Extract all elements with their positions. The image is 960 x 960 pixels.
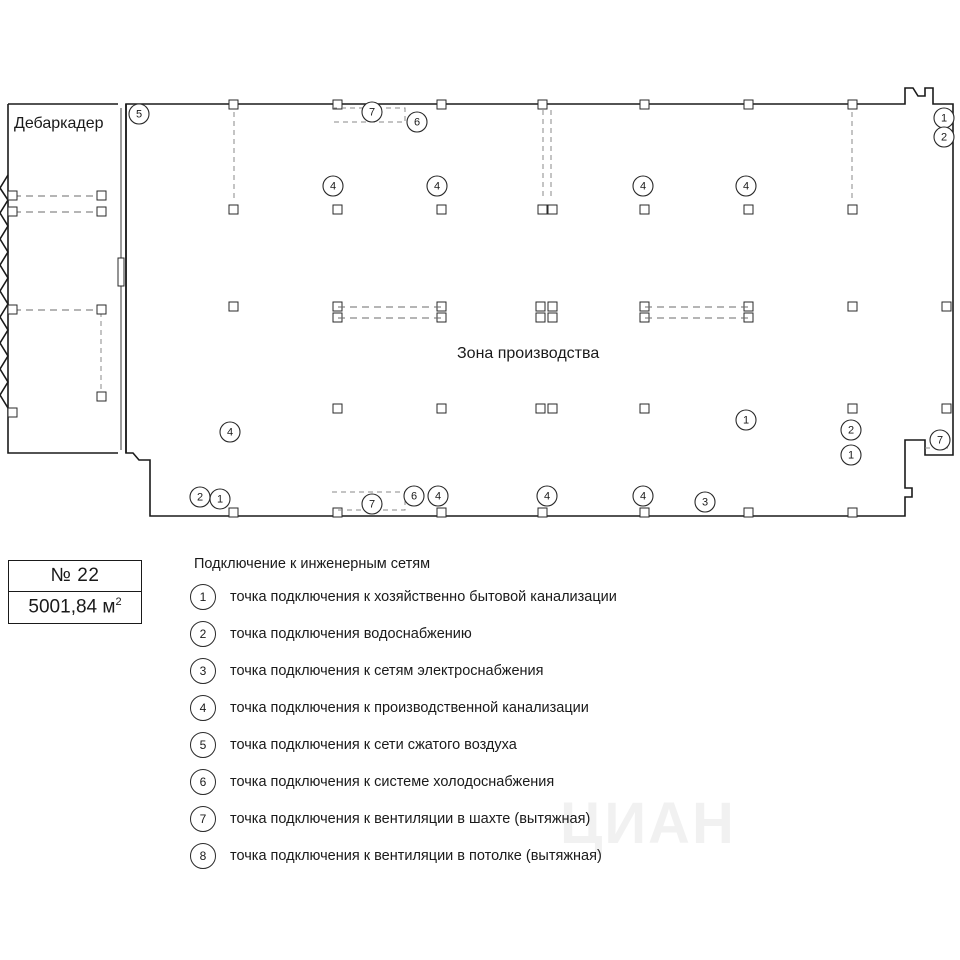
connection-marker-4 (427, 176, 447, 196)
marker-label: 2 (847, 424, 855, 437)
marker-label: 7 (368, 498, 376, 511)
marker-label: 5 (135, 108, 143, 121)
marker-label: 3 (701, 496, 709, 509)
connection-marker-4 (220, 422, 240, 442)
legend-rows (190, 584, 930, 869)
legend-item-text: точка подключения к хозяйственно бытовой канализации (230, 589, 617, 605)
watermark: ЦИАН (560, 791, 736, 856)
marker-label: 7 (368, 106, 376, 119)
connection-marker-1 (210, 489, 230, 509)
legend-item-text: точка подключения к производственной канализации (230, 700, 589, 716)
unit-area-exponent: 2 (115, 596, 122, 608)
marker-label: 4 (639, 180, 647, 193)
legend-item-number: 8 (190, 843, 216, 869)
legend-item (190, 621, 930, 647)
legend-item-number: 4 (190, 695, 216, 721)
legend-item-text: точка подключения водоснабжению (230, 626, 472, 642)
connection-marker-1 (736, 410, 756, 430)
legend-item (190, 695, 930, 721)
connection-marker-3 (695, 492, 715, 512)
loading-dock-area (0, 104, 124, 453)
connection-marker-1 (841, 445, 861, 465)
label-production-zone: Зона производства (457, 345, 600, 362)
marker-label: 4 (742, 180, 750, 193)
legend-item (190, 732, 930, 758)
label-loading-dock: Дебаркадер (14, 115, 104, 132)
connection-marker-4 (537, 486, 557, 506)
marker-label: 4 (434, 490, 442, 503)
connection-marker-1 (934, 108, 954, 128)
marker-label: 7 (936, 434, 944, 447)
unit-number: № 22 (9, 561, 141, 592)
connection-marker-7 (362, 494, 382, 514)
connection-marker-2 (190, 487, 210, 507)
legend-item-text: точка подключения к вентиляции в потолке (вытяжная) (230, 848, 602, 864)
unit-area-value: 5001,84 м (28, 596, 116, 618)
legend-item (190, 584, 930, 610)
legend-item-number: 5 (190, 732, 216, 758)
legend-item (190, 806, 930, 832)
marker-label: 1 (742, 414, 750, 427)
marker-label: 1 (216, 493, 224, 506)
marker-label: 4 (639, 490, 647, 503)
connection-marker-7 (930, 430, 950, 450)
marker-label: 4 (329, 180, 337, 193)
marker-label: 1 (847, 449, 855, 462)
legend-item-text: точка подключения к системе холодоснабжения (230, 774, 555, 790)
marker-label: 4 (543, 490, 551, 503)
marker-label: 4 (433, 180, 441, 193)
area-badge (8, 560, 142, 624)
connection-marker-7 (362, 102, 382, 122)
legend-item-number: 2 (190, 621, 216, 647)
connection-marker-4 (323, 176, 343, 196)
unit-area (9, 592, 141, 623)
legend-item (190, 658, 930, 684)
legend-title: Подключение к инженерным сетям (194, 556, 431, 572)
legend-item-number: 1 (190, 584, 216, 610)
legend-item-text: точка подключения к сетям электроснабжения (230, 663, 544, 679)
marker-label: 6 (410, 490, 418, 503)
connection-marker-5 (129, 104, 149, 124)
marker-label: 2 (196, 491, 204, 504)
marker-label: 1 (940, 112, 948, 125)
connection-marker-2 (934, 127, 954, 147)
marker-label: 2 (940, 131, 948, 144)
connection-marker-2 (841, 420, 861, 440)
legend-item (190, 769, 930, 795)
legend-item-text: точка подключения к сети сжатого воздуха (230, 737, 517, 753)
connection-marker-4 (428, 486, 448, 506)
legend-item-number: 3 (190, 658, 216, 684)
connection-marker-6 (404, 486, 424, 506)
marker-label: 4 (226, 426, 234, 439)
legend-item-text: точка подключения к вентиляции в шахте (вытяжная) (230, 811, 591, 827)
legend-item (190, 843, 930, 869)
legend-item-number: 6 (190, 769, 216, 795)
connection-marker-4 (633, 176, 653, 196)
connection-marker-6 (407, 112, 427, 132)
connection-marker-4 (736, 176, 756, 196)
connection-marker-4 (633, 486, 653, 506)
marker-label: 6 (413, 116, 421, 129)
legend (190, 556, 930, 880)
legend-item-number: 7 (190, 806, 216, 832)
